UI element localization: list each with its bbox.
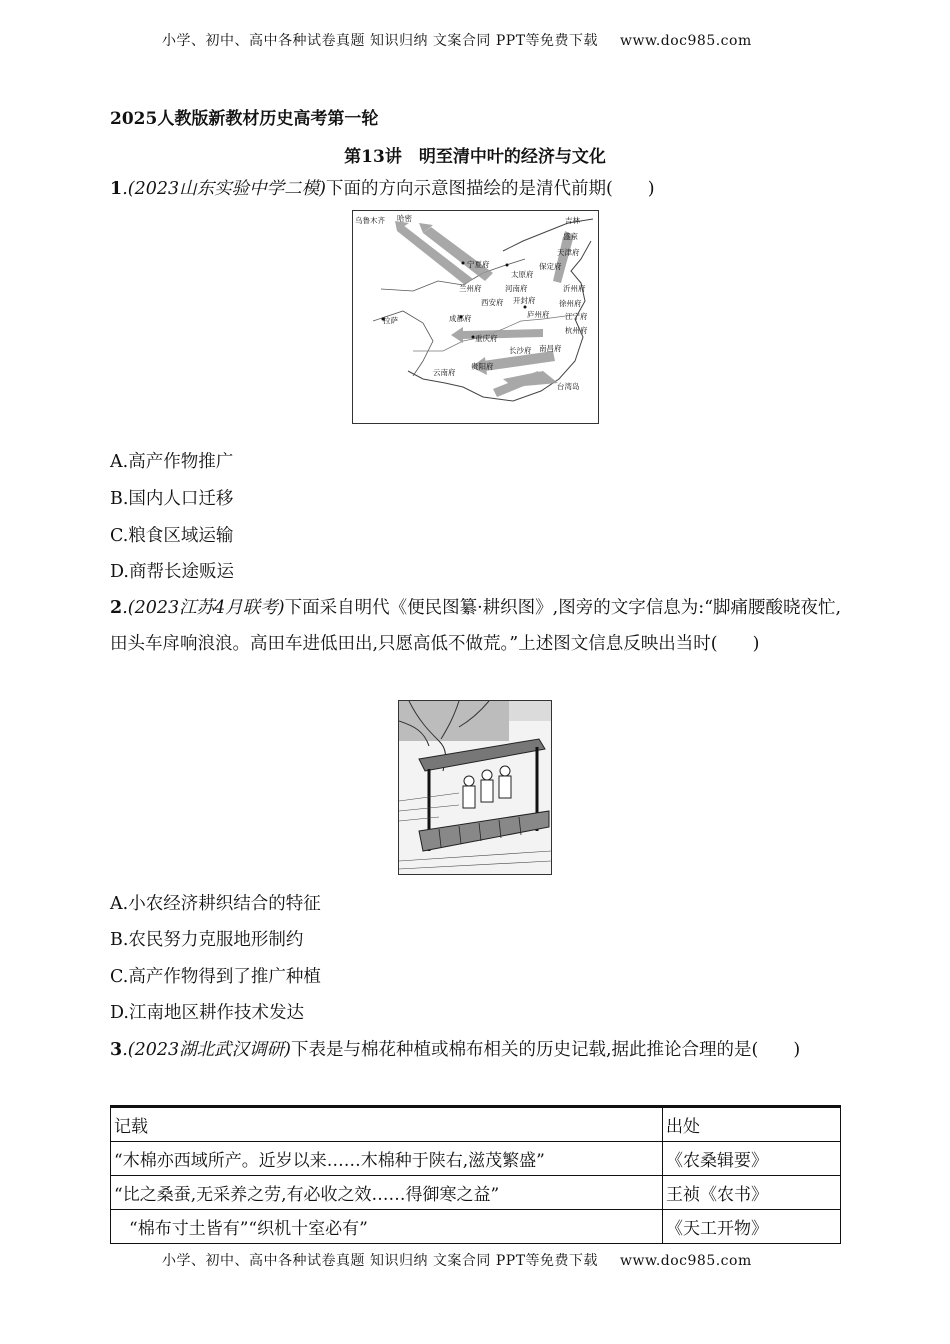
question-3-text: 下表是与棉花种植或棉布相关的历史记载,据此推论合理的是( )	[290, 1040, 801, 1060]
svg-text:宁夏府: 宁夏府	[467, 260, 490, 269]
lecture-title: 第13讲 明至清中叶的经济与文化	[344, 147, 606, 167]
question-1-text: 下面的方向示意图描绘的是清代前期( )	[325, 179, 655, 199]
table-cell-source: 《天工开物》	[663, 1210, 841, 1244]
table-cell-record: “棉布寸土皆有”“织机十室必有”	[111, 1210, 663, 1244]
svg-text:贵阳府: 贵阳府	[471, 362, 494, 371]
page-header	[162, 30, 752, 50]
question-1-source: .(2023山东实验中学二模)	[122, 179, 326, 199]
table-header-row	[111, 1107, 841, 1142]
svg-text:云南府: 云南府	[433, 368, 456, 377]
question-3-source: .(2023湖北武汉调研)	[122, 1040, 291, 1060]
question-3-stem	[110, 1032, 842, 1068]
svg-text:河南府: 河南府	[505, 284, 528, 293]
svg-text:哈密: 哈密	[397, 214, 412, 223]
qing-migration-map	[352, 210, 599, 424]
page-footer	[162, 1250, 752, 1270]
question-2-option-d: D.江南地区耕作技术发达	[110, 1003, 304, 1023]
question-2-source: .(2023江苏4月联考)	[122, 598, 285, 618]
question-1-option-c: C.粮食区域运输	[110, 526, 234, 546]
svg-text:拉萨: 拉萨	[383, 316, 398, 325]
svg-text:徐州府: 徐州府	[559, 299, 582, 308]
table-cell-record: “木棉亦西域所产。近岁以来……木棉种于陕右,滋茂繁盛”	[111, 1142, 663, 1176]
svg-text:开封府: 开封府	[513, 296, 536, 305]
question-2-option-b: B.农民努力克服地形制约	[110, 930, 304, 950]
question-2-stem	[110, 590, 842, 662]
svg-text:成都府: 成都府	[449, 314, 472, 323]
table-header-record: 记载	[111, 1107, 663, 1142]
question-1-option-a: A.高产作物推广	[110, 452, 234, 472]
svg-text:台湾岛: 台湾岛	[557, 382, 580, 391]
svg-text:杭州府: 杭州府	[565, 326, 588, 335]
question-1-option-d: D.商帮长途贩运	[110, 562, 234, 582]
question-3-number: 3	[110, 1040, 123, 1060]
svg-text:乌鲁木齐: 乌鲁木齐	[355, 216, 385, 225]
table-row	[111, 1210, 841, 1244]
question-2-option-a: A.小农经济耕织结合的特征	[110, 894, 321, 914]
table-row	[111, 1176, 841, 1210]
cotton-records-table	[110, 1105, 841, 1244]
farming-woodcut-image	[398, 700, 552, 875]
question-1-option-b: B.国内人口迁移	[110, 489, 234, 509]
question-1-number: 1	[110, 179, 123, 199]
svg-text:江宁府: 江宁府	[565, 312, 588, 321]
question-1-stem	[110, 171, 842, 207]
table-header-source: 出处	[663, 1107, 841, 1142]
svg-text:庐州府: 庐州府	[527, 310, 550, 319]
svg-text:重庆府: 重庆府	[475, 334, 498, 343]
svg-text:南昌府: 南昌府	[539, 344, 562, 353]
table-cell-source: 王祯《农书》	[663, 1176, 841, 1210]
svg-text:盛京: 盛京	[563, 232, 578, 241]
question-2-option-c: C.高产作物得到了推广种植	[110, 967, 321, 987]
question-2-text: 下面采自明代《便民图纂·耕织图》,图旁的文字信息为:“脚痛腰酸晓夜忙,田头车戽响浪浪。高田车进低田出,只愿高低不做荒。”上述图文信息反映出当时( )	[110, 598, 842, 654]
table-cell-record: “比之桑蚕,无采养之劳,有必收之效……得御寒之益”	[111, 1176, 663, 1210]
header-text: 小学、初中、高中各种试卷真题 知识归纳 文案合同 PPT等免费下载	[162, 33, 599, 49]
footer-text: 小学、初中、高中各种试卷真题 知识归纳 文案合同 PPT等免费下载	[162, 1253, 599, 1269]
svg-text:太原府: 太原府	[511, 270, 534, 279]
table-cell-source: 《农桑辑要》	[663, 1142, 841, 1176]
footer-url[interactable]: www.doc985.com	[620, 1253, 752, 1269]
svg-text:兰州府: 兰州府	[459, 284, 482, 293]
svg-text:天津府: 天津府	[557, 248, 580, 257]
svg-text:保定府: 保定府	[539, 262, 562, 271]
svg-text:吉林: 吉林	[565, 216, 580, 225]
svg-text:长沙府: 长沙府	[509, 346, 532, 355]
series-title: 2025人教版新教材历史高考第一轮	[110, 109, 379, 129]
svg-text:沂州府: 沂州府	[563, 284, 586, 293]
header-url[interactable]: www.doc985.com	[620, 33, 752, 49]
svg-text:西安府: 西安府	[481, 298, 504, 307]
table-row	[111, 1142, 841, 1176]
question-2-number: 2	[110, 598, 123, 618]
